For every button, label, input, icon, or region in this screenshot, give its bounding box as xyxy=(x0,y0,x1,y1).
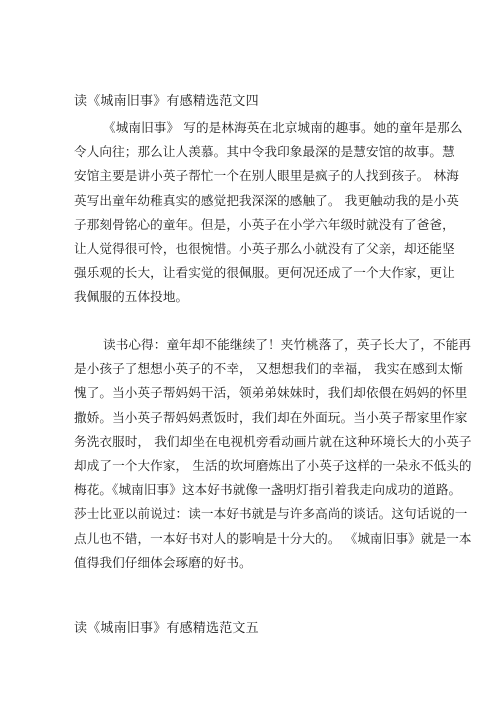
paragraph-line: 撒娇。当小英子帮妈妈煮饭时，我们却在外面玩。当小英子帮家里作家 xyxy=(74,409,468,425)
essay-paragraph-one xyxy=(74,116,463,310)
paragraph-line: 令人向往；那么让人羡慕。其中令我印象最深的是慧安馆的故事。慧 xyxy=(74,144,455,160)
paragraph-line: 我佩服的五体投地。 xyxy=(74,289,189,305)
paragraph-line: 是小孩子了想想小英子的不幸， 又想想我们的幸福， 我实在感到太惭 xyxy=(74,361,464,377)
paragraph-line: 务洗衣服时， 我们却坐在电视机旁看动画片就在这种环境长大的小英子 xyxy=(74,433,472,449)
paragraph-line: 读书心得：童年却不能继续了！夹竹桃落了，英子长大了，不能再 xyxy=(103,337,472,352)
paragraph-line: 梅花。《城南旧事》这本好书就像一盏明灯指引着我走向成功的道路。 xyxy=(74,482,462,498)
paragraph-line: 值得我们仔细体会琢磨的好书。 xyxy=(74,554,252,570)
paragraph-line: 点儿也不错，一本好书对人的影响是十分大的。 《城南旧事》就是一本 xyxy=(74,530,472,546)
essay-five-heading: 读《城南旧事》有感精选范文五 xyxy=(74,621,259,636)
paragraph-line: 愧了。当小英子帮妈妈干活，领弟弟妹妹时，我们却依偎在妈妈的怀里 xyxy=(74,385,468,401)
essay-four-heading: 读《城南旧事》有感精选范文四 xyxy=(74,94,259,109)
paragraph-line: 强乐观的长大，让看实觉的很佩服。更何况还成了一个大作家，更让 xyxy=(74,265,455,281)
paragraph-line: 子那刻骨铭心的童年。但是，小英子在小学六年级时就没有了爸爸， xyxy=(74,216,455,232)
paragraph-line: 《城南旧事》 写的是林海英在北京城南的趣事。她的童年是那么 xyxy=(103,120,463,135)
paragraph-line: 莎士比亚以前说过：读一本好书就是与许多高尚的谈话。这句话说的一 xyxy=(74,506,468,522)
paragraph-line: 安馆主要是讲小英子帮忙一个在别人眼里是疯子的人找到孩子。 林海 xyxy=(74,168,459,184)
paragraph-line: 英写出童年幼稚真实的感觉把我深深的感触了。 我更触动我的是小英 xyxy=(74,192,459,208)
essay-paragraph-two xyxy=(74,333,472,575)
paragraph-line: 让人觉得很可怜，也很惋惜。小英子那么小就没有了父亲，却还能坚 xyxy=(74,241,455,257)
paragraph-line: 却成了一个大作家， 生活的坎坷磨炼出了小英子这样的一朵永不低头的 xyxy=(74,458,472,474)
